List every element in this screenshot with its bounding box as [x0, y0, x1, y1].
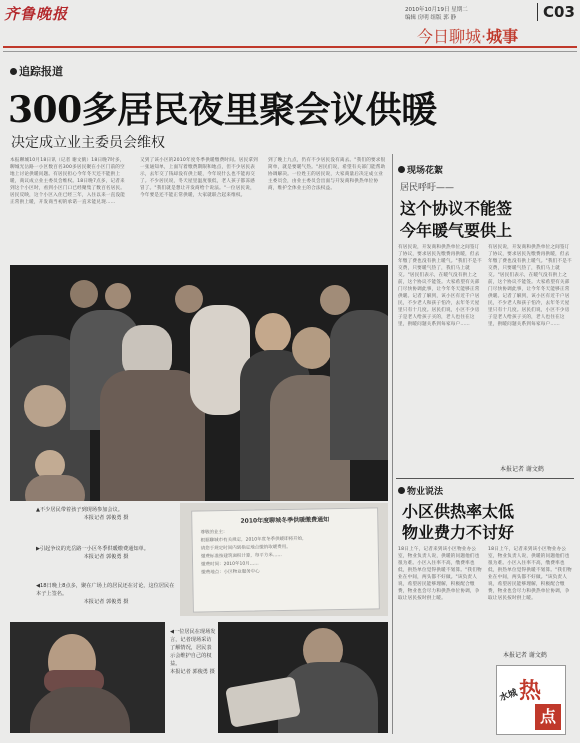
side1-body-col-1: 有居民说，开发商和供热单位之间签订了协议，要求居民先缴费再供暖，但去年缴了费也没有供上暖气。"我们不是不交费，只要暖气热了，我们马上就交。"居民们表示，在暖气没有供上之前，这个协议不能签。大家希望有关部门尽快协调此事，让今年冬天能够正常供暖。记者了解到，该小区有近千户居民，不少老人和孩子怕冷，去年冬天屋里只有十几度。居民们说，小区不少房子是老人给孩子买的，老人也住在这里，供暖问题关系到每家每户……: [398, 245, 482, 327]
hot-topic-stamp: [496, 665, 566, 735]
photo-caption-3: ◀18日晚上8点多，聚在广场上的居民还在讨论，这位居民在本子上签名。 本报记者 郭俊勇 摄: [36, 583, 175, 605]
kicker-bullet-icon: [398, 166, 405, 173]
section-label: 今日聊城·: [417, 27, 487, 46]
newspaper-logo: 齐鲁晚报: [4, 5, 69, 23]
photo-caption-1: ▲不少居民带着孩子到现场参加会议。 本报记者 郭俊勇 摄: [36, 506, 176, 522]
side1-title-2: 今年暖气要供上: [400, 221, 513, 240]
main-crowd-photo: [10, 265, 388, 501]
side1-kicker: 现场花絮: [398, 163, 443, 176]
kicker-bullet-icon: [10, 68, 17, 75]
photo-caption-4: ◀一位居民在现场发言，记者现场采访了解情况，居民表示会维护自己的权益。 本报记者 郭俊勇 摄: [170, 629, 216, 675]
notice-line-4: 缴费时间：2010年10月……: [201, 561, 259, 568]
section-title: [417, 24, 518, 47]
side2-title-2: 物业费力不讨好: [402, 523, 515, 542]
photo-credit-4: 本报记者 郭俊勇 摄: [170, 669, 215, 675]
kicker-bullet-icon: [398, 487, 405, 494]
main-headline: 300多居民夜里聚会议供暖: [8, 89, 437, 131]
photo-credit-3: 本报记者 郭俊勇 摄: [83, 599, 129, 605]
resident-signing-photo: [218, 622, 388, 733]
side1-body-col-2: 有居民说，开发商和供热单位之间签订了协议，要求居民先缴费再供暖，但去年缴了费也没有供上暖气。"我们不是不交费，只要暖气热了，我们马上就交。"居民们表示，在暖气没有供上之前，这个协议不能签。大家希望有关部门尽快协调此事，让今年冬天能够正常供暖。记者了解到，该小区有近千户居民，不少老人和孩子怕冷，去年冬天屋里只有十几度。居民们说，小区不少房子是老人给孩子买的，老人也住在这里，供暖问题关系到每家每户……: [488, 245, 572, 327]
page-number: C03: [543, 3, 575, 21]
woman-scarf-photo: [10, 622, 165, 733]
section-highlight: 城事: [486, 27, 519, 46]
notice-document-photo: [180, 503, 388, 616]
notice-line-0: 尊敬的业主：: [200, 530, 228, 536]
side2-kicker: 物业说法: [398, 484, 443, 497]
photo-credit-2: 本报记者 郭俊勇 摄: [83, 554, 129, 560]
notice-line-2: 请您于规定时间内到指定地点缴纳取暖费用。: [200, 544, 291, 552]
side1-tag: 居民呼吁——: [400, 183, 455, 193]
side2-title-1: 小区供热率太低: [402, 502, 515, 521]
notice-line-5: 缴费地点：小区物业服务中心: [201, 569, 260, 576]
stamp-word-3: 点: [535, 704, 561, 730]
notice-line-1: 根据聊城市有关规定，2010年度冬季供暖即将开始，: [200, 536, 307, 544]
side1-credit: 本报记者 谢文鹤: [500, 466, 544, 473]
side2-credit: 本报记者 谢文鹤: [503, 652, 547, 659]
side1-title-1: 这个协议不能签: [400, 199, 513, 218]
date-line-2: 编辑 房明 组版 郭 静: [405, 15, 456, 21]
stamp-word-1: 水城: [498, 688, 519, 704]
notice-line-3: 缴费标准按建筑面积计算，每平方米……: [200, 553, 282, 560]
main-body-col-1: 本报聊城10月18日讯（记者 谢文鹤）18日晚7时多，聊城光岳路一小区数百名300多居民聚在小区门前的空地上讨论供暖问题。有居民担心今年冬天还不能供上暖，商议成立业主委员会维权。18日晚7点多，记者来到这个小区时，看到小区门口已经聚集了数百名居民。居民反映，这个小区入住已经三年，入住以来一直没能正常供上暖，开发商当初的承诺一直未能兑现……: [10, 158, 126, 205]
stamp-word-2: 热: [519, 679, 542, 704]
main-subhead: 决定成立业主委员会维权: [11, 135, 165, 151]
main-kicker: 追踪报道: [10, 63, 63, 79]
side2-body-col-1: 18日上午，记者来到该小区物业办公室，物业负责人说，供暖的问题他们也很为难。小区入住率不高，缴费率也低，供热单位觉得供暖不划算。"我们物业在中间，两头都不好做。"该负责人说，希望居民能够理解，积极配合缴费，物业也会尽力和供热单位协调，争取让居民按时供上暖。: [398, 547, 482, 601]
photo-credit-1: 本报记者 郭俊勇 摄: [83, 515, 129, 521]
side2-body-col-2: 18日上午，记者来到该小区物业办公室，物业负责人说，供暖的问题他们也很为难。小区入住率不高，缴费率也低，供热单位觉得供暖不划算。"我们物业在中间，两头都不好做。"该负责人说，希望居民能够理解，积极配合缴费，物业也会尽力和供热单位协调，争取让居民按时供上暖。: [488, 547, 572, 601]
main-body-col-2: 又到了该小区的2010年度冬季供暖缴费时间。居民拿到一张通知单，上面写着缴费期限和地点，但不少居民表示，去年交了钱却没有供上暖，今年说什么也不能再交了。不少居民说，冬天屋里温度很低，老人孩子都冻感冒了。"我们就是想让开发商给个说法。"一位居民说，今年要是还不能正常供暖，大家就联合起来维权。: [140, 158, 258, 198]
date-line-1: 2010年10月19日 星期二: [405, 7, 468, 13]
main-body-col-3: 到了晚上九点，仍有不少居民没有离去。"我们的要求很简单，就是要暖气热。"居民们说，希望有关部门能帮助协调解决。一位姓王的居民说，大家商量后决定成立业主委员会，由业主委员会出面与开发商和供热单位协商，维护全体业主的合法权益。: [268, 158, 386, 191]
photo-caption-2: ▶引起争议的光岳路一小区冬季供暖缴费通知单。 本报记者 郭俊勇 摄: [36, 545, 176, 561]
notice-title: 2010年度聊城冬季供暖缴费通知: [240, 516, 330, 525]
